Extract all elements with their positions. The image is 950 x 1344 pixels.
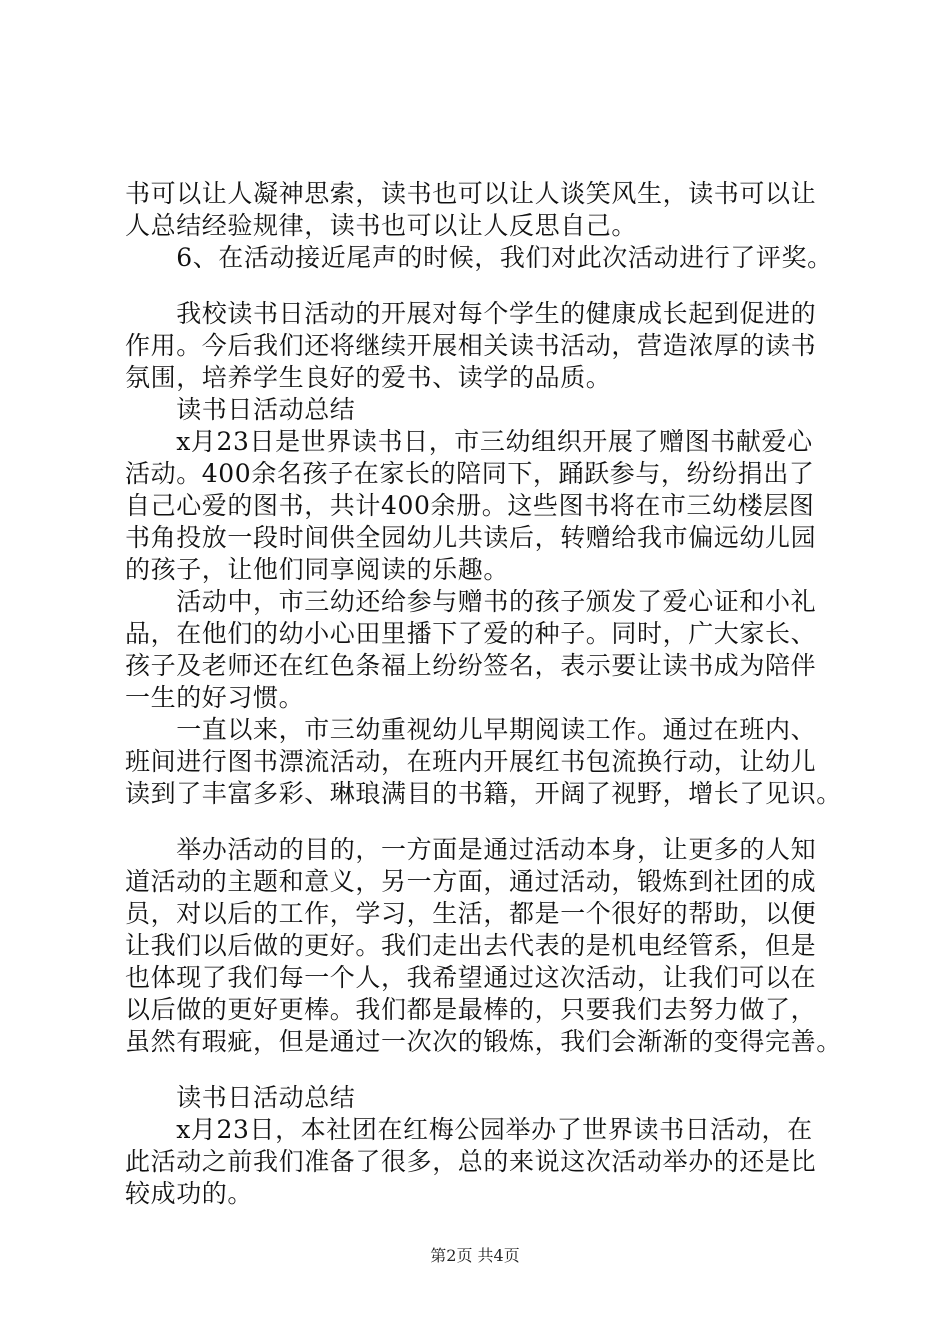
text-line: 班间进行图书漂流活动，在班内开展红书包流换行动，让幼儿: [125, 747, 817, 776]
text-line: 虽然有瑕疵，但是通过一次次的锻炼，我们会渐渐的变得完善。: [125, 1027, 842, 1056]
text-line: 书可以让人凝神思索，读书也可以让人谈笑风生，读书可以让: [125, 179, 817, 208]
text-line: 我校读书日活动的开展对每个学生的健康成长起到促进的: [125, 299, 817, 328]
text-line: 氛围，培养学生良好的爱书、读学的品质。: [125, 363, 612, 392]
text-line: 品，在他们的幼小心田里播下了爱的种子。同时，广大家长、: [125, 619, 817, 648]
text-line: 活动。400余名孩子在家长的陪同下，踊跃参与，纷纷捐出了: [125, 459, 815, 488]
text-line: 人总结经验规律，读书也可以让人反思自己。: [125, 211, 638, 240]
text-line: 一生的好习惯。: [125, 683, 305, 712]
text-line: 读到了丰富多彩、琳琅满目的书籍，开阔了视野，增长了见识。: [125, 779, 842, 808]
text-line: 自己心爱的图书，共计400余册。这些图书将在市三幼楼层图: [125, 491, 815, 520]
text-line: 书角投放一段时间供全园幼儿共读后，转赠给我市偏远幼儿园: [125, 523, 817, 552]
text-line: 活动中，市三幼还给参与赠书的孩子颁发了爱心证和小礼: [125, 587, 817, 616]
text-line: 以后做的更好更棒。我们都是最棒的，只要我们去努力做了，: [125, 995, 817, 1024]
text-line: x月23日是世界读书日，市三幼组织开展了赠图书献爱心: [125, 427, 813, 456]
text-line: 作用。今后我们还将继续开展相关读书活动，营造浓厚的读书: [125, 331, 817, 360]
text-line: 举办活动的目的，一方面是通过活动本身，让更多的人知: [125, 835, 817, 864]
text-line: 一直以来，市三幼重视幼儿早期阅读工作。通过在班内、: [125, 715, 817, 744]
text-line: 也体现了我们每一个人，我希望通过这次活动，让我们可以在: [125, 963, 817, 992]
text-line: 此活动之前我们准备了很多，总的来说这次活动举办的还是比: [125, 1147, 817, 1176]
section-heading: 读书日活动总结: [125, 395, 356, 424]
text-line: 孩子及老师还在红色条福上纷纷签名，表示要让读书成为陪伴: [125, 651, 817, 680]
text-line: 让我们以后做的更好。我们走出去代表的是机电经管系，但是: [125, 931, 817, 960]
text-line: 道活动的主题和意义，另一方面，通过活动，锻炼到社团的成: [125, 867, 817, 896]
page-footer: 第2页 共4页: [430, 1246, 520, 1265]
text-line: 6、在活动接近尾声的时候，我们对此次活动进行了评奖。: [125, 243, 833, 272]
text-line: 员，对以后的工作，学习，生活，都是一个很好的帮助，以便: [125, 899, 817, 928]
section-heading: 读书日活动总结: [125, 1083, 356, 1112]
text-line: 的孩子，让他们同享阅读的乐趣。: [125, 555, 510, 584]
text-line: 较成功的。: [125, 1179, 254, 1208]
text-line: x月23日，本社团在红梅公园举办了世界读书日活动，在: [125, 1115, 813, 1144]
